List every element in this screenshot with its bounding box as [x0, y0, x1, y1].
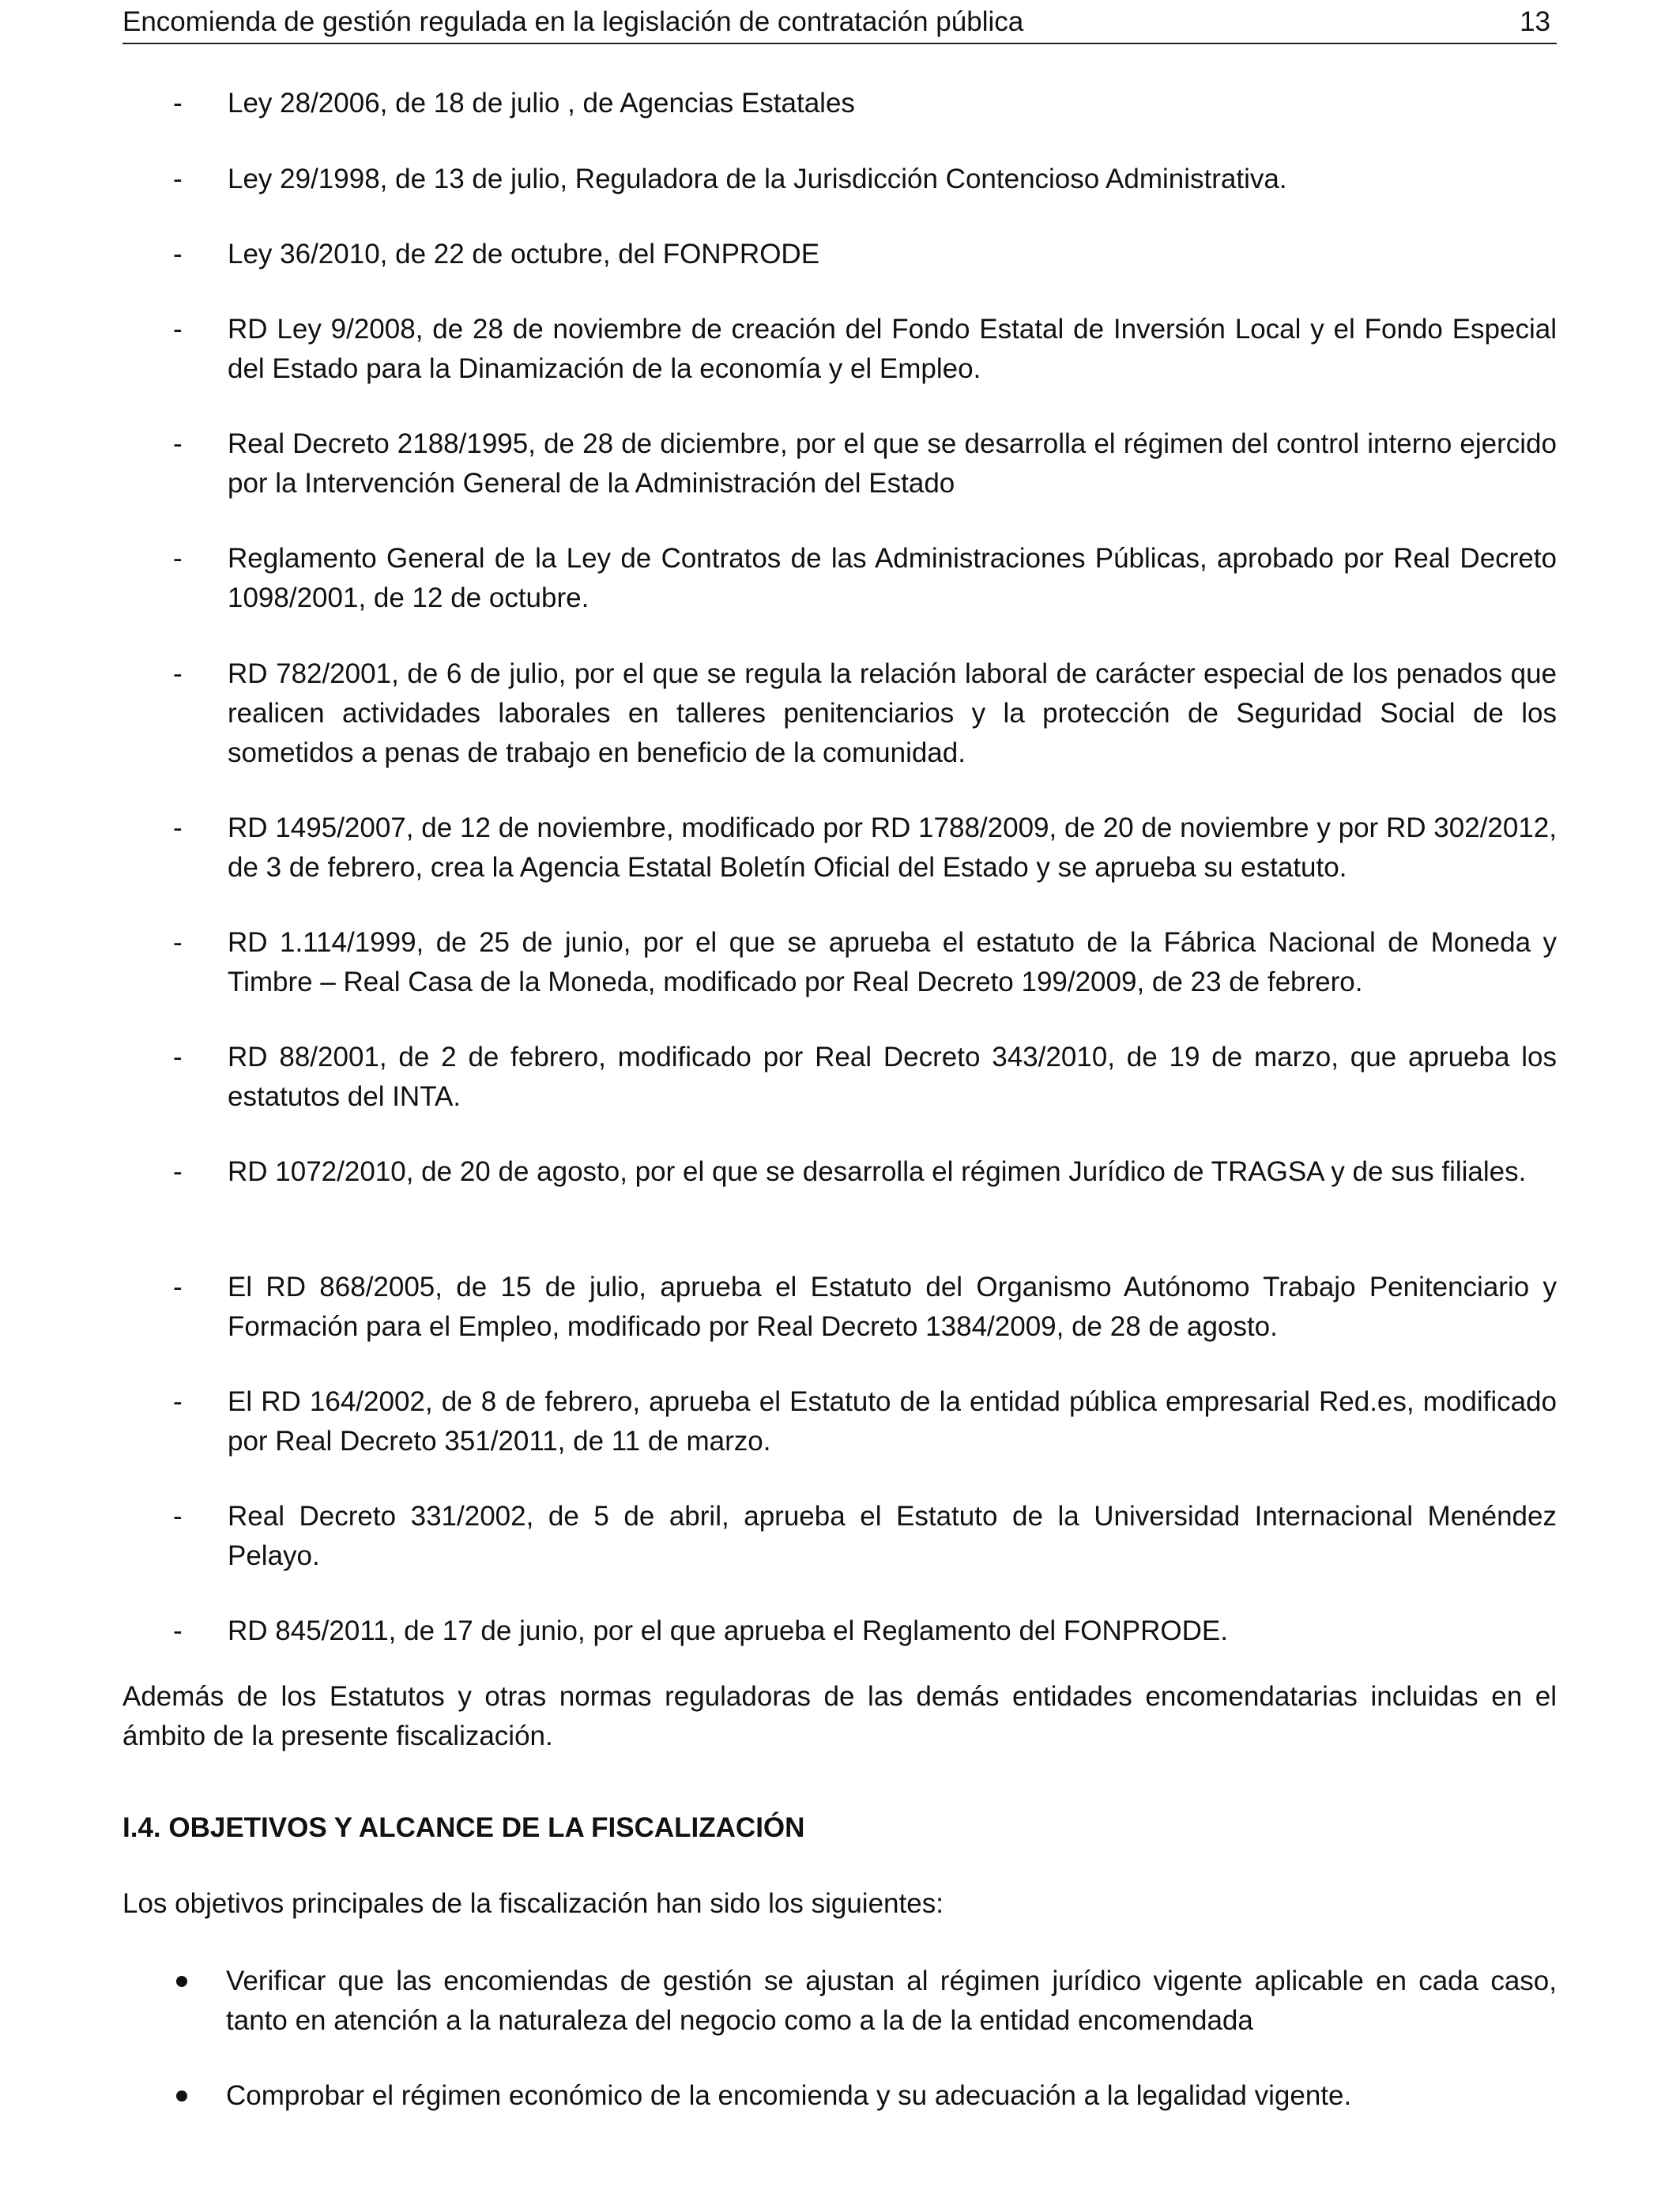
header-title: Encomienda de gestión regulada en la legislación de contratación pública — [122, 6, 1024, 37]
objective-text: Comprobar el régimen económico de la encomienda y su adecuación a la legalidad vigente. — [226, 2080, 1352, 2111]
list-item-text: Real Decreto 2188/1995, de 28 de diciembre, por el que se desarrolla el régimen del control interno ejercido por la Intervención General de la Administración del Estado — [228, 428, 1557, 499]
list-item-text: RD 782/2001, de 6 de julio, por el que se regula la relación laboral de carácter especial de los penados que realicen actividades laborales en talleres penitenciarios y la protección de Seguridad Social de los sometidos a penas de trabajo en beneficio de la comunidad. — [228, 658, 1557, 768]
list-marker: - — [173, 1386, 183, 1417]
list-marker: - — [173, 543, 183, 574]
list-marker: - — [173, 1272, 183, 1302]
list-item-text: RD 845/2011, de 17 de junio, por el que aprueba el Reglamento del FONPRODE. — [228, 1615, 1228, 1646]
list-marker: - — [173, 1501, 183, 1532]
page-header — [122, 3, 1557, 44]
section-intro: Los objetivos principales de la fiscalización han sido los siguientes: — [122, 1888, 944, 1919]
list-item-text: RD 1072/2010, de 20 de agosto, por el que se desarrolla el régimen Jurídico de TRAGSA y de sus filiales. — [228, 1156, 1527, 1187]
list-marker: - — [173, 927, 183, 958]
bullet-icon — [176, 2090, 187, 2102]
list-marker: - — [173, 164, 183, 194]
list-item-text: RD 1.114/1999, de 25 de junio, por el que se aprueba el estatuto de la Fábrica Nacional de Moneda y Timbre – Real Casa de la Moneda, modificado por Real Decreto 199/2009, de 23 de febrero. — [228, 927, 1557, 997]
list-item-text: RD Ley 9/2008, de 28 de noviembre de creación del Fondo Estatal de Inversión Local y el Fondo Especial del Estado para la Dinamización de la economía y el Empleo. — [228, 314, 1557, 384]
list-item-text: RD 1495/2007, de 12 de noviembre, modificado por RD 1788/2009, de 20 de noviembre y por RD 302/2012, de 3 de febrero, crea la Agencia Estatal Boletín Oficial del Estado y se aprueba su estatuto. — [228, 812, 1557, 883]
closing-paragraph: Además de los Estatutos y otras normas reguladoras de las demás entidades encomendatarias incluidas en el ámbito de la presente fiscalización. — [122, 1681, 1557, 1751]
list-marker: - — [173, 1042, 183, 1072]
list-item-text: El RD 868/2005, de 15 de julio, aprueba el Estatuto del Organismo Autónomo Trabajo Penitenciario y Formación para el Empleo, modificado por Real Decreto 1384/2009, de 28 de agosto. — [228, 1272, 1557, 1342]
list-marker: - — [173, 658, 183, 689]
list-item-text: Ley 29/1998, de 13 de julio, Reguladora de la Jurisdicción Contencioso Administrativa. — [228, 164, 1287, 194]
list-marker: - — [173, 1156, 183, 1187]
section-heading: I.4. OBJETIVOS Y ALCANCE DE LA FISCALIZACIÓN — [122, 1812, 805, 1843]
list-item-text: Reglamento General de la Ley de Contratos de las Administraciones Públicas, aprobado por Real Decreto 1098/2001, de 12 de octubre. — [228, 543, 1557, 613]
list-item-text: El RD 164/2002, de 8 de febrero, aprueba el Estatuto de la entidad pública empresarial Red.es, modificado por Real Decreto 351/2011, de 11 de marzo. — [228, 1386, 1557, 1457]
objective-text: Verificar que las encomiendas de gestión se ajustan al régimen jurídico vigente aplicable en cada caso, tanto en atención a la naturaleza del negocio como a la de la entidad encomendada — [226, 1966, 1557, 2036]
list-item-text: RD 88/2001, de 2 de febrero, modificado por Real Decreto 343/2010, de 19 de marzo, que aprueba los estatutos del INTA. — [228, 1042, 1557, 1112]
list-marker: - — [173, 314, 183, 345]
list-marker: - — [173, 428, 183, 459]
list-item-text: Real Decreto 331/2002, de 5 de abril, aprueba el Estatuto de la Universidad Internacional Menéndez Pelayo. — [228, 1501, 1557, 1571]
list-marker: - — [173, 812, 183, 843]
list-marker: - — [173, 1615, 183, 1646]
list-item-text: Ley 36/2010, de 22 de octubre, del FONPRODE — [228, 239, 820, 270]
bullet-icon — [176, 1976, 187, 1987]
list-marker: - — [173, 88, 183, 119]
page-number: 13 — [1520, 6, 1550, 37]
list-item-text: Ley 28/2006, de 18 de julio , de Agencias Estatales — [228, 88, 855, 119]
list-marker: - — [173, 239, 183, 270]
